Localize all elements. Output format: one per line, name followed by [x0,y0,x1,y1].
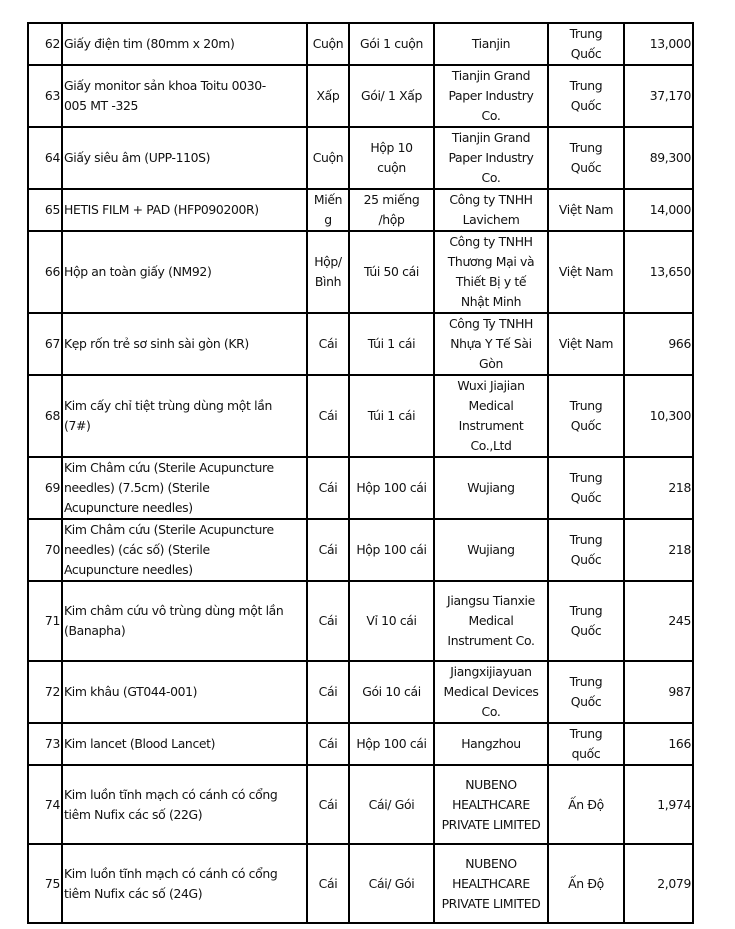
item-name: Kim Châm cứu (Sterile Acupuncture needles) (7.5cm) (Sterile Acupuncture needles) [64,460,274,515]
unit-price-cell [624,23,693,65]
manufacturer-cell [434,661,548,723]
row-number: 75 [44,875,60,891]
unit-cell [307,844,349,923]
unit: Cái [318,736,338,751]
origin-country-cell [548,519,624,581]
unit: Cái [318,408,338,423]
manufacturer-cell [434,519,548,581]
item-name-cell [62,23,307,65]
row-number: 70 [44,542,60,557]
origin-country: Việt Nam [558,264,614,279]
table-row [28,231,693,313]
unit: Cái [318,480,338,495]
origin-country-cell [548,765,624,844]
item-name: Giấy monitor sản khoa Toitu 0030- 005 MT -325 [64,78,266,113]
unit-cell [307,127,349,189]
item-name: Kim khâu (GT044-001) [64,684,198,699]
table-row [28,581,693,661]
origin-country-cell [548,189,624,231]
unit-price-cell [624,844,693,923]
manufacturer: Tianjin [471,36,511,51]
origin-country-cell [548,127,624,189]
packaging-cell [349,581,434,661]
unit: Cuộn [312,150,344,165]
origin-country-cell [548,375,624,457]
manufacturer-cell [434,723,548,765]
packaging: Túi 50 cái [364,264,419,279]
unit: Miến g [313,192,343,227]
row-number: 62 [44,36,60,51]
item-name: Kim luồn tĩnh mạch có cánh có cổng tiêm Nufix các số (24G) [64,865,278,901]
unit: Cái [318,542,338,557]
packaging-cell [349,127,434,189]
row-number-cell [28,457,62,519]
unit-price: 218 [668,542,691,557]
unit-price: 37,170 [649,88,691,103]
item-name-cell [62,313,307,375]
manufacturer-cell [434,65,548,127]
unit-cell [307,765,349,844]
table-row [28,313,693,375]
table-row [28,23,693,65]
item-name-cell [62,457,307,519]
table-row [28,127,693,189]
row-number-cell [28,723,62,765]
item-name: Giấy siêu âm (UPP-110S) [64,150,211,165]
packaging: Cái/ Gói [368,875,415,891]
unit-price-cell [624,313,693,375]
item-name-cell [62,723,307,765]
origin-country-cell [548,65,624,127]
unit-price: 10,300 [649,408,691,423]
row-number-cell [28,765,62,844]
unit-cell [307,313,349,375]
row-number-cell [28,23,62,65]
origin-country-cell [548,581,624,661]
item-name-cell [62,661,307,723]
packaging: Gói 1 cuộn [360,36,423,51]
unit-price: 1,974 [657,796,691,812]
manufacturer: Công Ty TNHH Nhựa Y Tế Sài Gòn [448,316,534,371]
origin-country-cell [548,457,624,519]
item-name-cell [62,581,307,661]
table-row [28,375,693,457]
manufacturer: NUBENO HEALTHCARE PRIVATE LIMITED [441,776,541,832]
origin-country: Trung Quốc [569,398,603,433]
row-number-cell [28,313,62,375]
unit: Cái [318,875,338,891]
packaging-cell [349,765,434,844]
origin-country-cell [548,231,624,313]
origin-country: Trung Quốc [569,78,603,113]
packaging: Hộp 10 cuộn [370,140,413,175]
packaging-cell [349,313,434,375]
unit-price-cell [624,661,693,723]
unit-price: 218 [668,480,691,495]
unit-price-cell [624,457,693,519]
item-name-cell [62,519,307,581]
packaging-cell [349,457,434,519]
origin-country: Trung Quốc [569,603,603,638]
row-number: 65 [44,202,60,217]
unit-price: 89,300 [649,150,691,165]
unit-cell [307,189,349,231]
item-name-cell [62,375,307,457]
item-name-cell [62,189,307,231]
packaging: 25 miếng /hộp [363,192,420,227]
item-name: Kim luồn tĩnh mạch có cánh có cổng tiêm Nufix các số (22G) [64,786,278,822]
unit-cell [307,375,349,457]
table-row [28,844,693,923]
packaging-cell [349,844,434,923]
unit-price: 14,000 [649,202,691,217]
packaging-cell [349,519,434,581]
row-number: 74 [44,796,60,812]
unit: Cái [318,684,338,699]
manufacturer: Công ty TNHH Lavichem [449,192,533,227]
manufacturer-cell [434,844,548,923]
price-table [27,22,694,924]
row-number-cell [28,844,62,923]
unit-price: 966 [668,336,691,351]
manufacturer: Công ty TNHH Thương Mại và Thiết Bị y tế Nhật Minh [447,234,535,309]
origin-country-cell [548,23,624,65]
packaging: Hộp 100 cái [356,542,427,557]
unit-price: 245 [668,613,691,628]
origin-country: Trung Quốc [569,674,603,709]
unit-price: 166 [668,736,691,751]
table-row [28,765,693,844]
unit-cell [307,581,349,661]
row-number: 64 [44,150,60,165]
row-number: 73 [44,736,60,751]
packaging-cell [349,375,434,457]
packaging-cell [349,23,434,65]
unit-price-cell [624,189,693,231]
row-number-cell [28,231,62,313]
unit-cell [307,723,349,765]
unit-price-cell [624,723,693,765]
row-number-cell [28,127,62,189]
manufacturer-cell [434,231,548,313]
origin-country-cell [548,723,624,765]
unit-price-cell [624,375,693,457]
table-row [28,65,693,127]
row-number-cell [28,519,62,581]
origin-country: Ấn Độ [568,796,604,812]
item-name: Hộp an toàn giấy (NM92) [64,264,212,279]
packaging-cell [349,65,434,127]
item-name-cell [62,65,307,127]
item-name: Kim cấy chỉ tiệt trùng dùng một lần (7#) [64,398,272,433]
packaging: Vỉ 10 cái [366,613,417,628]
origin-country: Việt Nam [558,202,614,217]
unit: Cái [318,613,338,628]
unit-price-cell [624,765,693,844]
manufacturer: Wuxi Jiajian Medical Instrument Co.,Ltd [457,378,525,453]
manufacturer: Jiangsu Tianxie Medical Instrument Co. [447,593,535,648]
row-number: 72 [44,684,60,699]
item-name: Giấy điện tim (80mm x 20m) [64,36,235,51]
packaging: Túi 1 cái [367,408,416,423]
row-number-cell [28,375,62,457]
manufacturer-cell [434,765,548,844]
packaging: Hộp 100 cái [356,736,427,751]
manufacturer: Jiangxijiayuan Medical Devices Co. [443,664,539,719]
manufacturer: Hangzhou [461,736,521,751]
table-row [28,519,693,581]
manufacturer-cell [434,189,548,231]
unit-price-cell [624,127,693,189]
origin-country: Trung Quốc [569,470,603,505]
unit-cell [307,231,349,313]
unit: Cuộn [312,36,344,51]
unit-cell [307,661,349,723]
row-number: 71 [44,613,60,628]
unit: Xấp [316,88,340,103]
unit-cell [307,457,349,519]
item-name: HETIS FILM + PAD (HFP090200R) [64,202,259,217]
unit-price: 13,650 [649,264,691,279]
unit-cell [307,519,349,581]
row-number: 66 [44,264,60,279]
packaging-cell [349,231,434,313]
unit-price-cell [624,231,693,313]
packaging-cell [349,723,434,765]
manufacturer-cell [434,313,548,375]
unit-price: 987 [668,684,691,699]
row-number-cell [28,581,62,661]
table-row [28,723,693,765]
item-name: Kim lancet (Blood Lancet) [64,736,216,751]
unit-cell [307,65,349,127]
unit: Cái [318,336,338,351]
unit-price-cell [624,519,693,581]
unit-price: 2,079 [657,875,691,891]
unit-price: 13,000 [649,36,691,51]
unit-price-cell [624,581,693,661]
manufacturer-cell [434,375,548,457]
item-name-cell [62,844,307,923]
packaging: Gói/ 1 Xấp [360,88,422,103]
origin-country: Trung quốc [569,726,603,761]
origin-country-cell [548,661,624,723]
packaging: Cái/ Gói [368,796,415,812]
origin-country-cell [548,844,624,923]
item-name: Kẹp rốn trẻ sơ sinh sài gòn (KR) [64,336,249,351]
item-name-cell [62,765,307,844]
manufacturer-cell [434,23,548,65]
row-number: 63 [44,88,60,103]
manufacturer-cell [434,127,548,189]
origin-country: Trung Quốc [569,532,603,567]
packaging-cell [349,189,434,231]
item-name-cell [62,231,307,313]
origin-country: Việt Nam [558,336,614,351]
unit-price-cell [624,65,693,127]
origin-country-cell [548,313,624,375]
manufacturer-cell [434,581,548,661]
manufacturer: Tianjin Grand Paper Industry Co. [448,68,534,123]
row-number: 68 [44,408,60,423]
table-row [28,457,693,519]
manufacturer: Wujiang [467,480,515,495]
manufacturer-cell [434,457,548,519]
table-body [28,23,693,923]
row-number-cell [28,65,62,127]
item-name: Kim Châm cứu (Sterile Acupuncture needles) (các số) (Sterile Acupuncture needles) [64,522,274,577]
row-number-cell [28,189,62,231]
manufacturer: Tianjin Grand Paper Industry Co. [448,130,534,185]
origin-country: Trung Quốc [569,26,603,61]
packaging-cell [349,661,434,723]
unit: Hộp/ Bình [314,254,342,289]
manufacturer: Wujiang [467,542,515,557]
item-name: Kim châm cứu vô trùng dùng một lần (Banapha) [64,603,284,638]
row-number: 69 [44,480,60,495]
origin-country: Trung Quốc [569,140,603,175]
origin-country: Ấn Độ [568,875,604,891]
packaging: Gói 10 cái [362,684,421,699]
table-row [28,661,693,723]
item-name-cell [62,127,307,189]
packaging: Túi 1 cái [367,336,416,351]
row-number-cell [28,661,62,723]
unit-cell [307,23,349,65]
packaging: Hộp 100 cái [356,480,427,495]
unit: Cái [318,796,338,812]
table-row [28,189,693,231]
row-number: 67 [44,336,60,351]
manufacturer: NUBENO HEALTHCARE PRIVATE LIMITED [441,855,541,911]
